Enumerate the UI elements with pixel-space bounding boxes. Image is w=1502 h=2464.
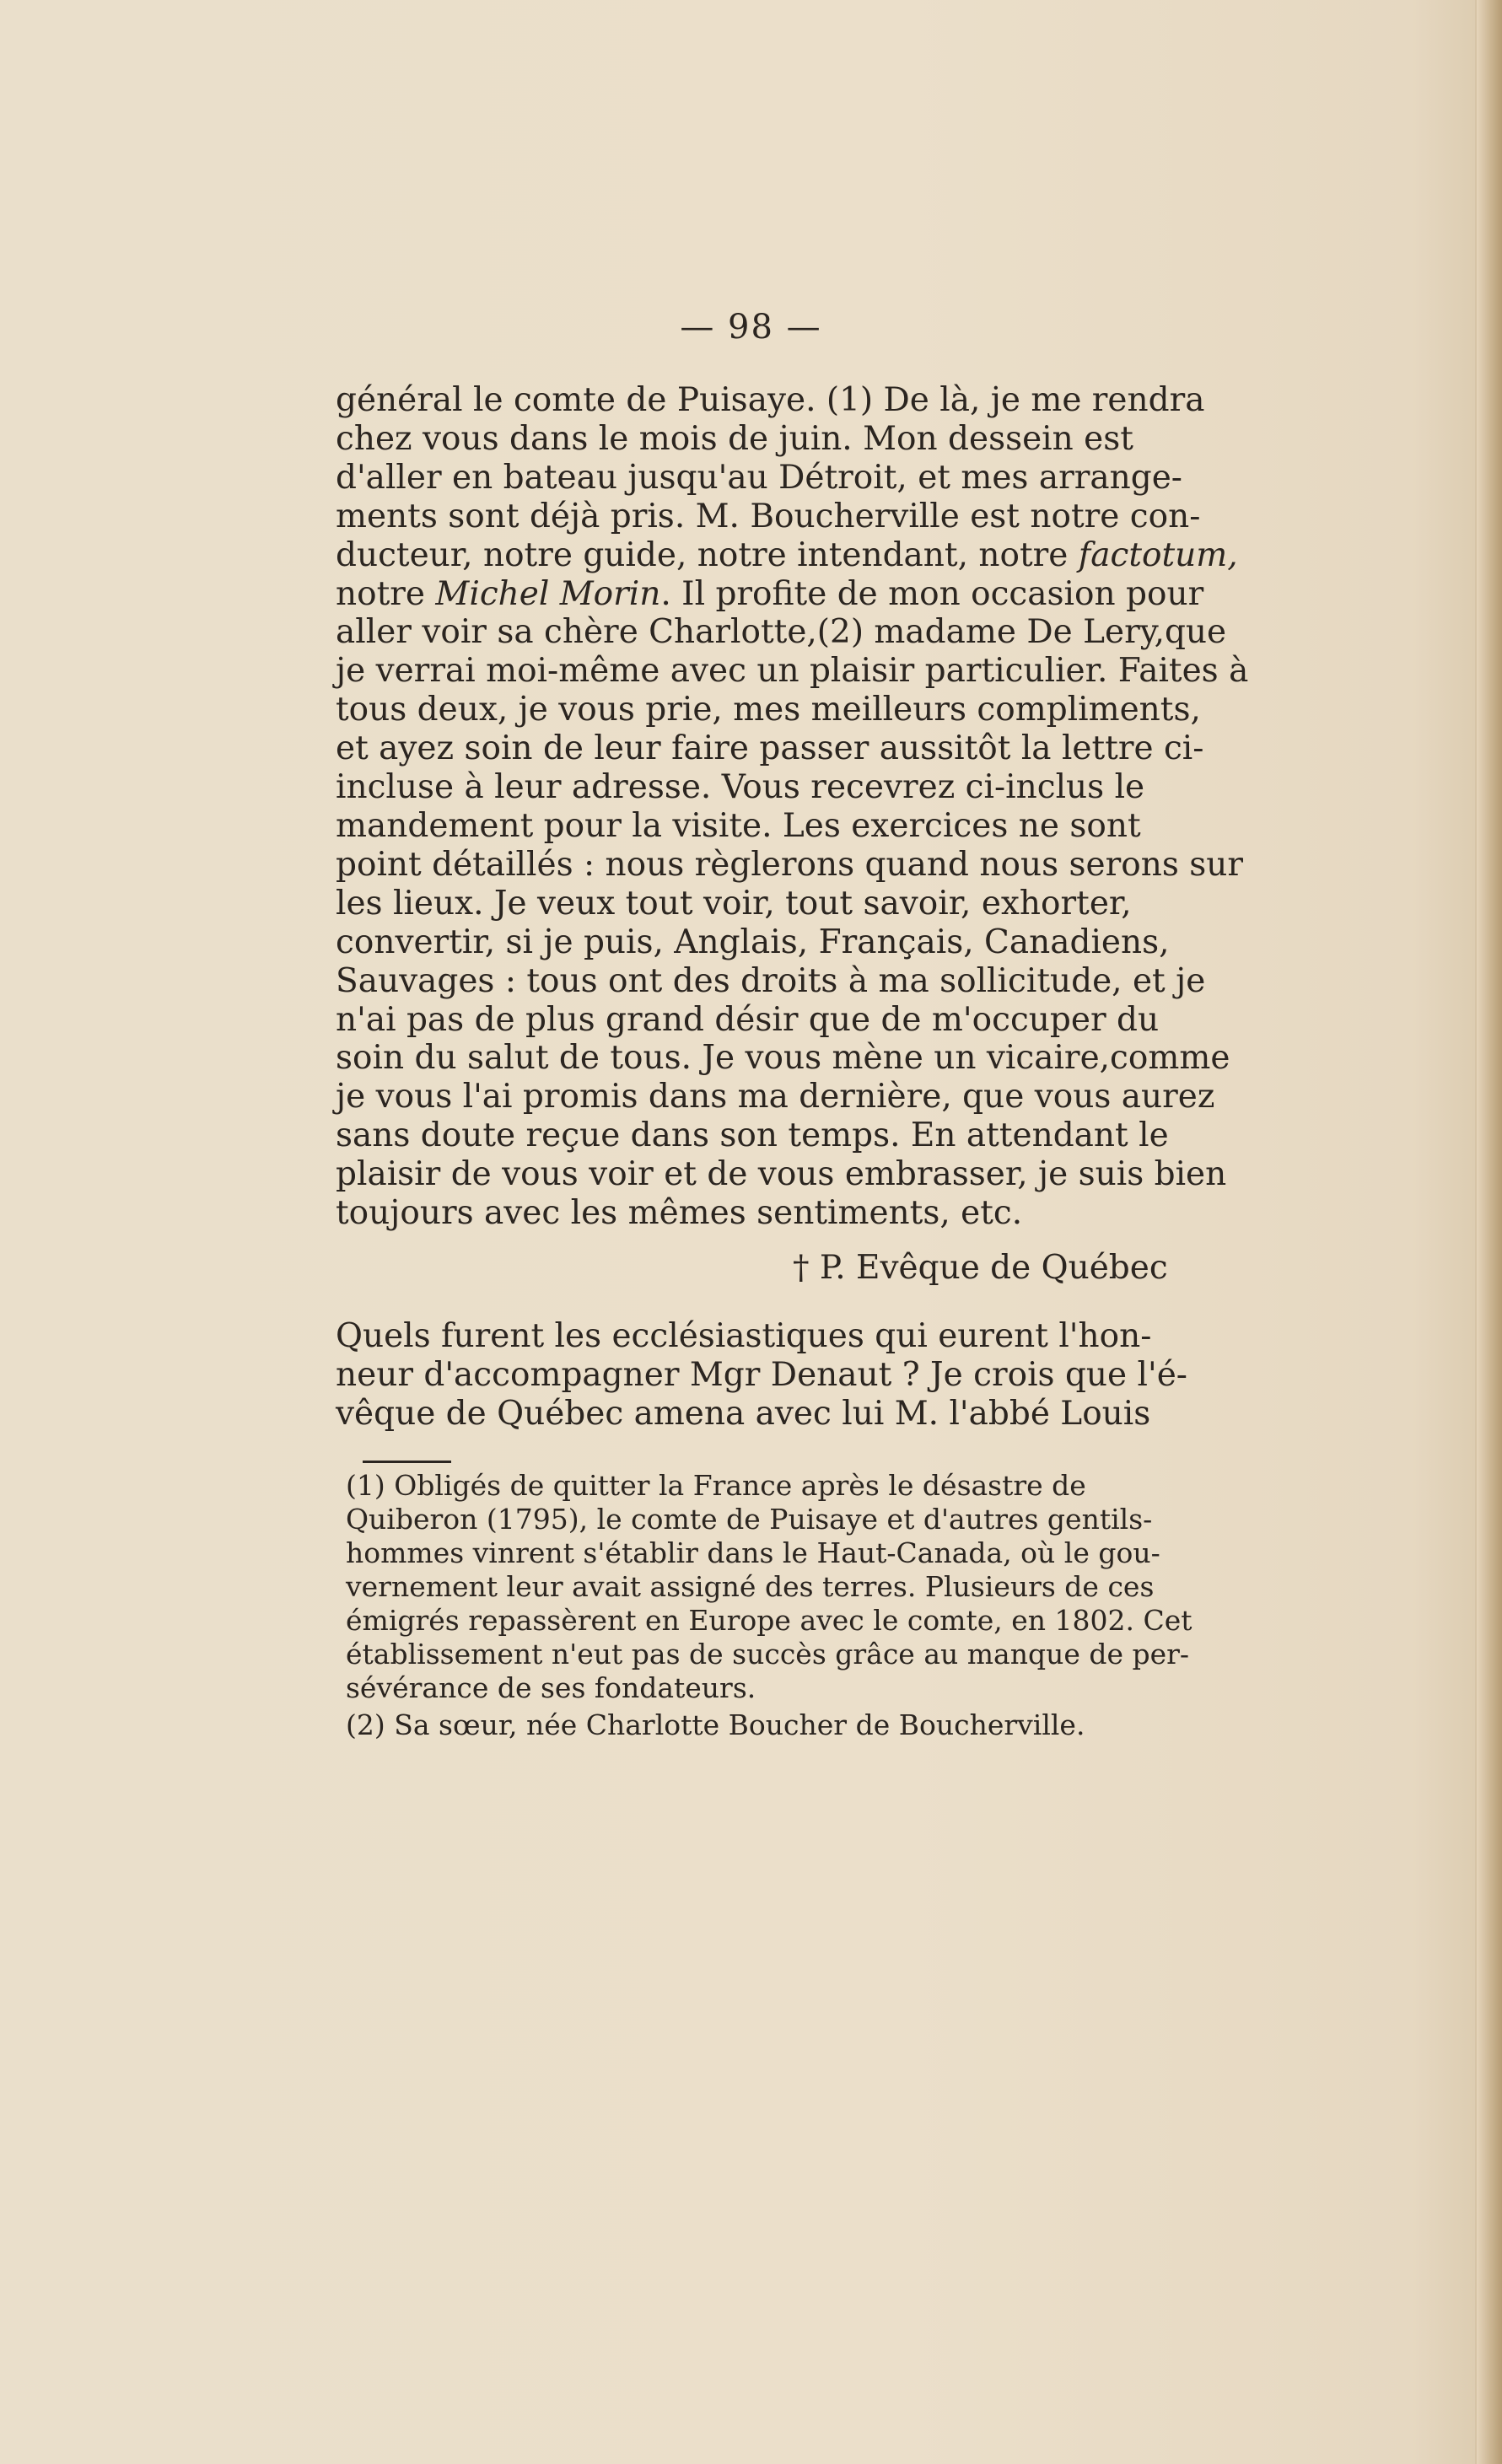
footnotes xyxy=(346,1469,1248,1742)
body-line: chez vous dans le mois de juin. Mon dessein est xyxy=(336,419,1133,458)
paragraph-line: Quels furent les ecclésiastiques qui eurent l'hon- xyxy=(336,1317,1152,1355)
page-edge xyxy=(1475,0,1502,2464)
footnote-line: sévérance de ses fondateurs. xyxy=(346,1671,756,1704)
body-line: toujours avec les mêmes sentiments, etc. xyxy=(336,1194,1023,1233)
footnote-line: vernement leur avait assigné des terres. Plusieurs de ces xyxy=(346,1570,1155,1603)
body-line: général le comte de Puisaye. (1) De là, je me rendra xyxy=(336,381,1205,419)
body-line: Sauvages : tous ont des droits à ma sollicitude, et je xyxy=(336,961,1206,1000)
body-line: sans doute reçue dans son temps. En attendant le xyxy=(336,1116,1169,1155)
body-line: je vous l'ai promis dans ma dernière, que vous aurez xyxy=(336,1078,1215,1116)
body-line xyxy=(336,536,1245,575)
footnote-divider xyxy=(363,1461,451,1463)
letter-body xyxy=(336,381,1249,1233)
body-line: je verrai moi-même avec un plaisir particulier. Faites à xyxy=(336,652,1249,691)
body-line-text: ducteur, notre guide, notre intendant, notre xyxy=(336,535,1069,574)
paragraph-line: vêque de Québec amena avec lui M. l'abbé Louis xyxy=(336,1394,1151,1433)
footnote-line: établissement n'eut pas de succès grâce au manque de per- xyxy=(346,1638,1190,1670)
body-line xyxy=(336,575,1245,614)
body-line: les lieux. Je veux tout voir, tout savoir, exhorter, xyxy=(336,884,1132,923)
body-line: convertir, si je puis, Anglais, Français, Canadiens, xyxy=(336,923,1170,961)
paragraph-line: neur d'accompagner Mgr Denaut ? Je crois que l'é- xyxy=(336,1355,1187,1394)
body-line: ments sont déjà pris. M. Boucherville est notre con- xyxy=(336,497,1201,535)
signature: † P. Evêque de Québec xyxy=(793,1249,1168,1287)
body-line: point détaillés : nous règlerons quand nous serons sur xyxy=(336,845,1244,884)
italic-factotum: factotum, xyxy=(1078,535,1238,574)
page-number: — 98 — xyxy=(680,308,822,347)
footnote-line: Quiberon (1795), le comte de Puisaye et d'autres gentils- xyxy=(346,1503,1153,1536)
body-line: d'aller en bateau jusqu'au Détroit, et mes arrange- xyxy=(336,458,1182,497)
body-line: incluse à leur adresse. Vous recevrez ci-inclus le xyxy=(336,768,1145,807)
body-line-text: . Il profite de mon occasion pour xyxy=(660,574,1204,613)
footnote-line: (1) Obligés de quitter la France après le désastre de xyxy=(346,1469,1086,1502)
second-paragraph xyxy=(336,1317,1245,1434)
body-line-text: notre xyxy=(336,574,425,613)
footnote-line: (2) Sa sœur, née Charlotte Boucher de Boucherville. xyxy=(346,1708,1085,1741)
italic-name: Michel Morin xyxy=(435,574,661,613)
body-line: soin du salut de tous. Je vous mène un vicaire,comme xyxy=(336,1039,1230,1078)
body-line: et ayez soin de leur faire passer aussitôt la lettre ci- xyxy=(336,729,1204,768)
body-line: aller voir sa chère Charlotte,(2) madame De Lery,que xyxy=(336,613,1227,652)
footnote-line: hommes vinrent s'établir dans le Haut-Canada, où le gou- xyxy=(346,1536,1160,1569)
footnote-line: émigrés repassèrent en Europe avec le comte, en 1802. Cet xyxy=(346,1604,1192,1637)
body-line: n'ai pas de plus grand désir que de m'occuper du xyxy=(336,1000,1160,1039)
body-line: tous deux, je vous prie, mes meilleurs compliments, xyxy=(336,691,1201,729)
body-line: mandement pour la visite. Les exercices ne sont xyxy=(336,806,1141,845)
body-line: plaisir de vous voir et de vous embrasser, je suis bien xyxy=(336,1155,1227,1194)
